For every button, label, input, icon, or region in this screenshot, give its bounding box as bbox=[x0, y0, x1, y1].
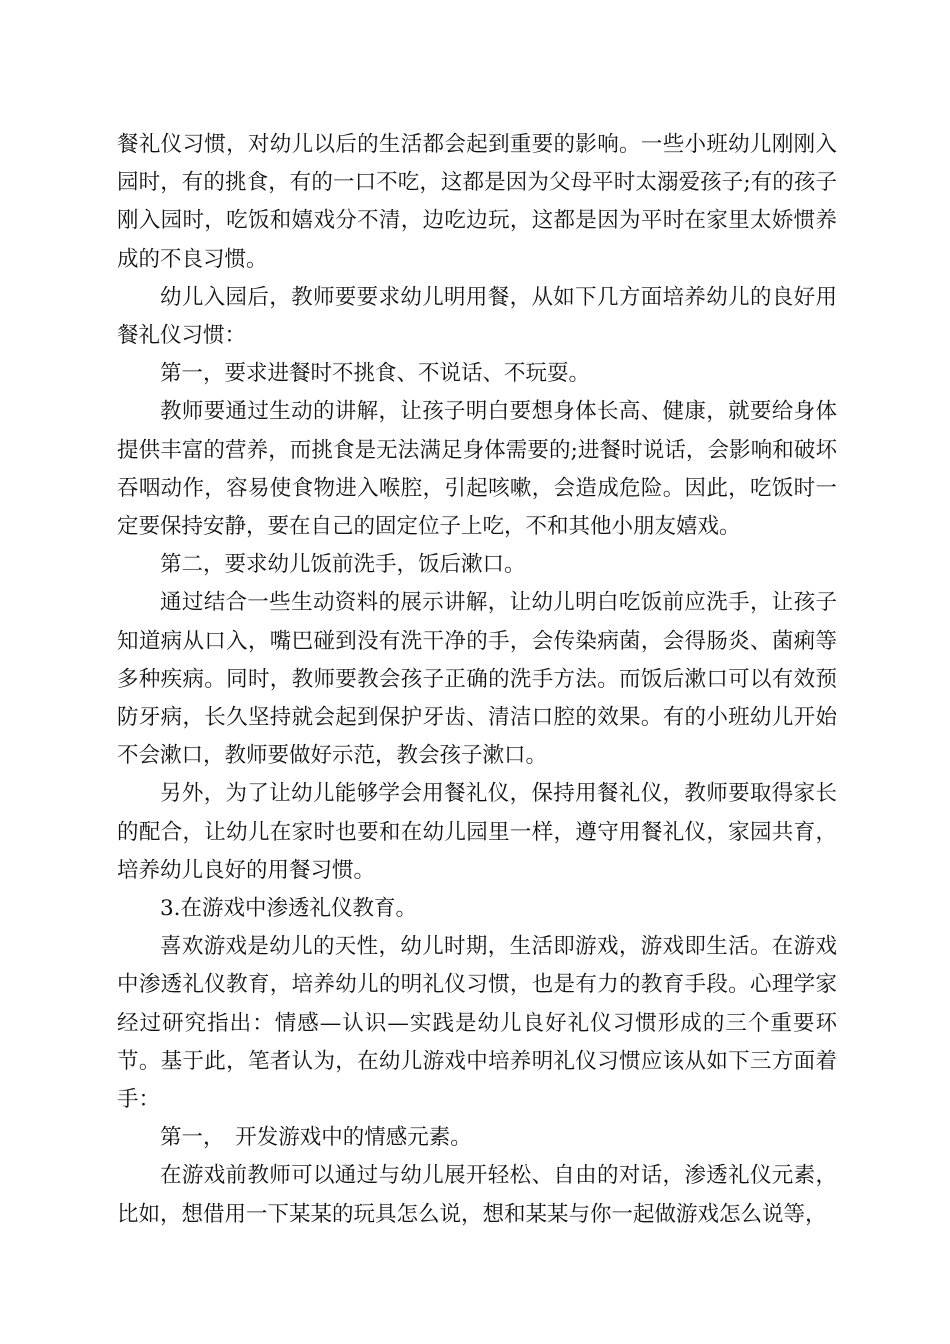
paragraph-5: 第二，要求幼儿饭前洗手，饭后漱口。 bbox=[160, 552, 526, 578]
paragraph-6: 通过结合一些生动资料的展示讲解，让幼儿明白吃饭前应洗手，让孩子知道病从口入，嘴巴碰到没有洗干净的手，会传染病菌，会得肠炎、菌痢等多种疾病。同时，教师要教会孩子正确的洗手方法。而饭后漱口可以有效预防牙病，长久坚持就会起到保护牙齿、清洁口腔的效果。有的小班幼儿开始不会漱口，教师要做好示范，教会孩子漱口。 bbox=[117, 590, 837, 769]
paragraph-10: 第一， 开发游戏中的情感元素。 bbox=[160, 1125, 472, 1151]
paragraph-9: 喜欢游戏是幼儿的天性，幼儿时期，生活即游戏，游戏即生活。在游戏中渗透礼仪教育，培养幼儿的明礼仪习惯，也是有力的教育手段。心理学家经过研究指出：情感—认识—实践是幼儿良好礼仪习惯形成的三个重要环节。基于此，笔者认为，在幼儿游戏中培养明礼仪习惯应该从如下三方面着手： bbox=[117, 934, 837, 1113]
paragraph-8: 3.在游戏中渗透礼仪教育。 bbox=[160, 896, 418, 922]
body-text bbox=[117, 126, 837, 1234]
paragraph-7: 另外，为了让幼儿能够学会用餐礼仪，保持用餐礼仪，教师要取得家长的配合，让幼儿在家时也要和在幼儿园里一样，遵守用餐礼仪，家园共育，培养幼儿良好的用餐习惯。 bbox=[117, 781, 837, 883]
paragraph-4: 教师要通过生动的讲解，让孩子明白要想身体长高、健康，就要给身体提供丰富的营养，而挑食是无法满足身体需要的;进餐时说话，会影响和破坏吞咽动作，容易使食物进入喉腔，引起咳嗽，会造成危险。因此，吃饭时一定要保持安静，要在自己的固定位子上吃，不和其他小朋友嬉戏。 bbox=[117, 399, 837, 540]
paragraph-2: 幼儿入园后，教师要要求幼儿明用餐，从如下几方面培养幼儿的良好用餐礼仪习惯： bbox=[117, 284, 837, 349]
paragraph-3: 第一，要求进餐时不挑食、不说话、不玩耍。 bbox=[160, 361, 591, 387]
paragraph-11: 在游戏前教师可以通过与幼儿展开轻松、自由的对话，渗透礼仪元素，比如，想借用一下某某的玩具怎么说，想和某某与你一起做游戏怎么说等， bbox=[117, 1163, 837, 1227]
paragraph-1: 餐礼仪习惯，对幼儿以后的生活都会起到重要的影响。一些小班幼儿刚刚入园时，有的挑食，有的一口不吃，这都是因为父母平时太溺爱孩子;有的孩子刚入园时，吃饭和嬉戏分不清，边吃边玩，这都是因为平时在家里太娇惯养成的不良习惯。 bbox=[117, 132, 837, 272]
